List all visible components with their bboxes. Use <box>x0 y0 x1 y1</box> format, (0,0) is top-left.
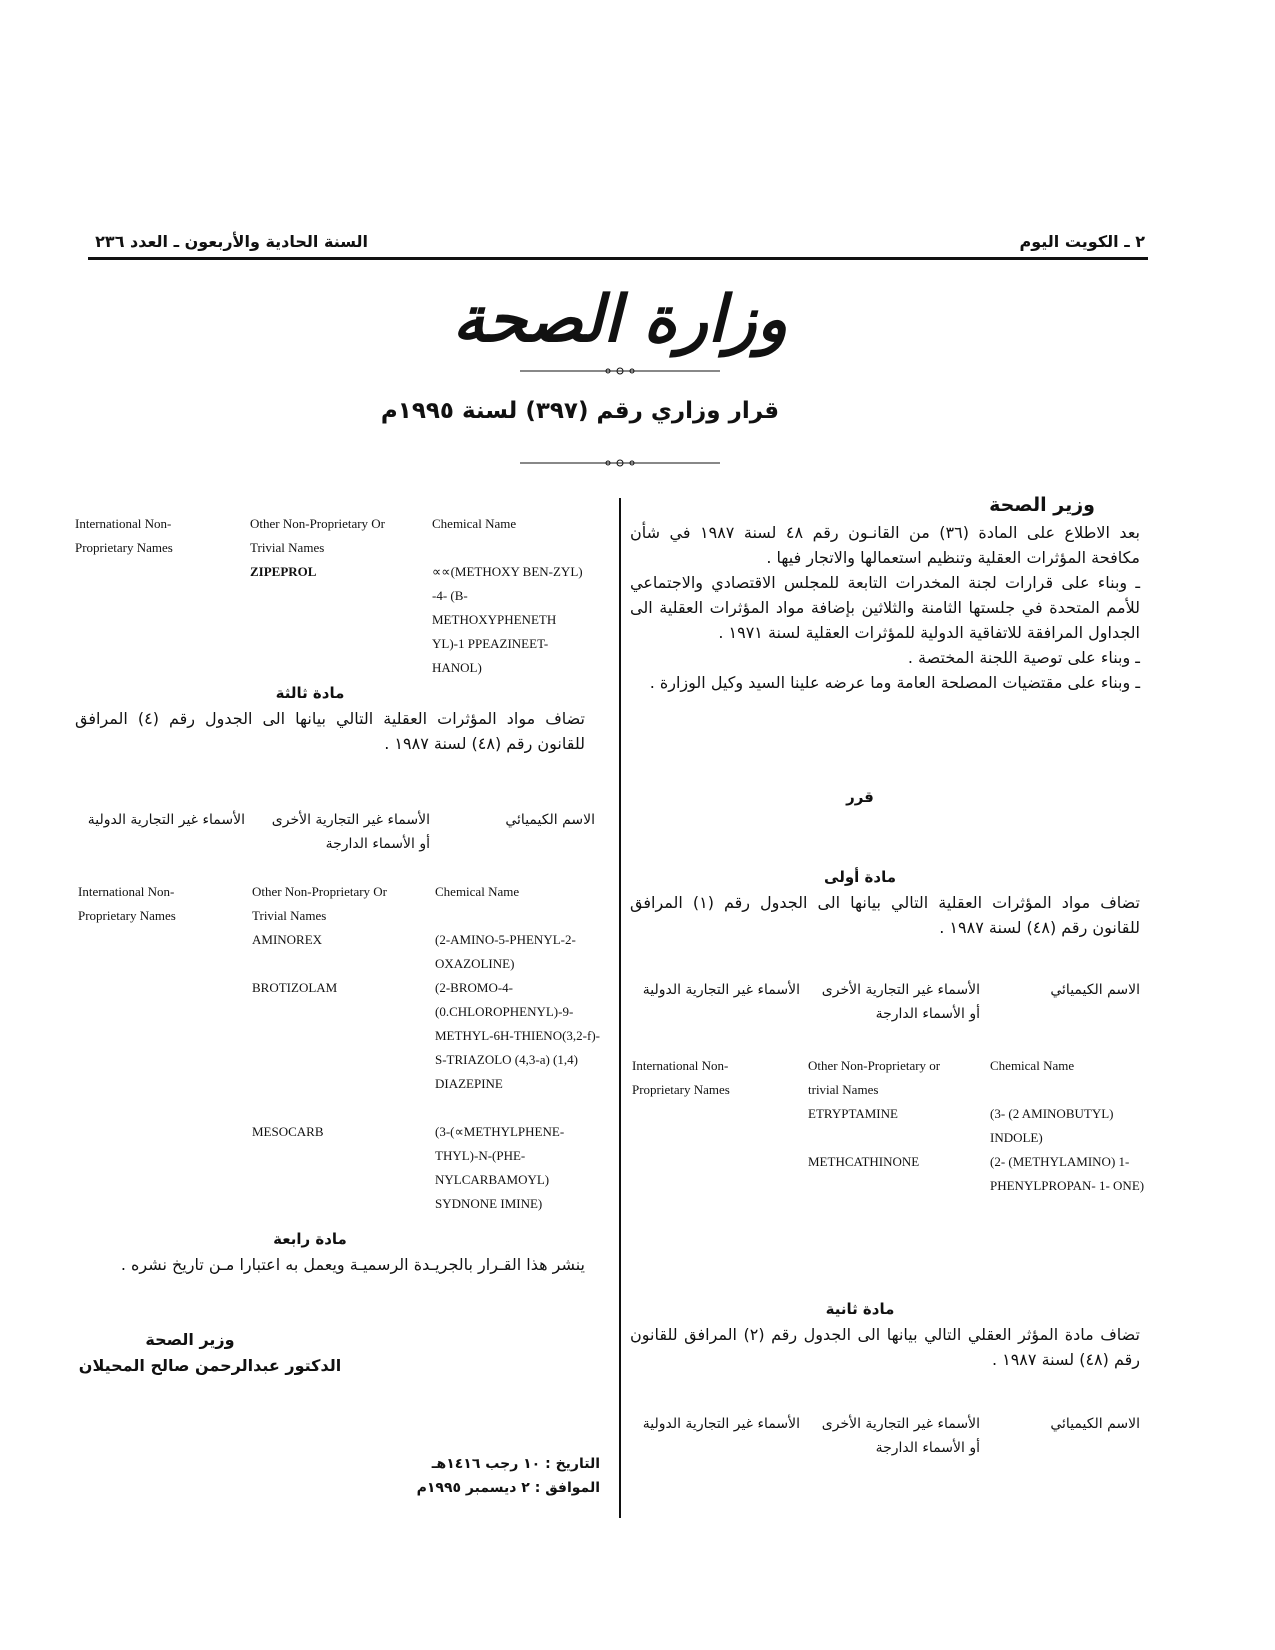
date-hijri: التاريخ : ١٠ رجب ١٤١٦هـ <box>431 1456 600 1472</box>
a1-head-en-other: Other Non-Proprietary or trivial Names <box>808 1058 941 1097</box>
a1-row1-other: ETRYPTAMINE <box>808 1106 898 1121</box>
t0-head-en-chem: Chemical Name <box>432 516 517 531</box>
a3-head-en-inn: International Non-Proprietary Names <box>78 884 176 923</box>
ministry-logo: وزارة الصحة <box>452 282 788 357</box>
preamble <box>630 520 1140 695</box>
preamble-para-3: ـ وبناء على توصية اللجنة المختصة . <box>907 648 1140 667</box>
t0-head-en-other: Other Non-Proprietary Or Trivial Names <box>250 516 386 555</box>
a2-head-ar-inn: الأسماء غير التجارية الدولية <box>642 1416 800 1432</box>
article4-text: ينشر هذا القـرار بالجريـدة الرسميـة ويعمل به اعتبارا مـن تاريخ نشره . <box>120 1255 585 1274</box>
a3-head-en-chem: Chemical Name <box>435 884 520 899</box>
a3-row3-other: MESOCARB <box>252 1124 324 1139</box>
decides-heading: قرر <box>846 788 874 806</box>
a2-head-ar-chem: الاسم الكيميائي <box>1050 1416 1140 1432</box>
a1-head-ar-chem: الاسم الكيميائي <box>1050 982 1140 998</box>
preamble-para-2: ـ وبناء على قرارات لجنة المخدرات التابعة للمجلس الاقتصادي والاجتماعي للأمم المتحدة في جلستها الثامنة والثلاثين بإضافة مواد المؤثرات العقلية الى الجداول المرافقة للاتفاقية الدولية للمؤثرات العقلية لسنة ١٩٧١ . <box>630 573 1140 642</box>
signature-title: وزير الصحة <box>145 1330 235 1349</box>
article1-heading: مادة أولى <box>824 868 896 886</box>
article2-text: تضاف مادة المؤثر العقلي التالي بيانها الى الجدول رقم (٢) المرافق للقانون رقم (٤٨) لسنة ١٩٨٧ . <box>630 1325 1141 1369</box>
a1-head-ar-other: الأسماء غير التجارية الأخرى أو الأسماء الدارجة <box>821 982 980 1022</box>
signature-name: الدكتور عبدالرحمن صالح المحيلان <box>78 1356 342 1375</box>
ornament-divider <box>520 366 720 376</box>
a3-row2-other: BROTIZOLAM <box>252 980 338 995</box>
t0-head-en-inn: International Non-Proprietary Names <box>75 516 173 555</box>
a3-row1-other: AMINOREX <box>252 932 323 947</box>
t0-row1-chem: ∝∝(METHOXY BEN-ZYL) -4- (B-METHOXYPHENETH YL)-1 PPEAZINEET-HANOL) <box>432 564 583 675</box>
preamble-para-1: بعد الاطلاع على المادة (٣٦) من القانـون رقم ٤٨ لسنة ١٩٨٧ في شأن مكافحة المؤثرات العقلية وتنظيم استعمالها والاتجار فيها . <box>630 523 1140 567</box>
article1-text: تضاف مواد المؤثرات العقلية التالي بيانها الى الجدول رقم (١) المرافق للقانون رقم (٤٨) لسنة ١٩٨٧ . <box>630 893 1140 937</box>
a3-row1-chem: (2-AMINO-5-PHENYL-2-OXAZOLINE) <box>435 932 576 971</box>
article4-heading: مادة رابعة <box>273 1230 347 1248</box>
a3-head-en-other: Other Non-Proprietary Or Trivial Names <box>252 884 388 923</box>
a3-row3-chem: (3-(∝METHYLPHENE-THYL)-N-(PHE-NYLCARBAMOYL) SYDNONE IMINE) <box>435 1124 565 1211</box>
header-left: السنة الحادية والأربعون ـ العدد ٢٣٦ <box>95 232 368 251</box>
article3-heading: مادة ثالثة <box>275 684 345 702</box>
a1-row1-chem: (3- (2 AMINOBUTYL) INDOLE) <box>990 1106 1114 1145</box>
t0-row1-other: ZIPEPROL <box>250 564 317 579</box>
article3-text: تضاف مواد المؤثرات العقلية التالي بيانها الى الجدول رقم (٤) المرافق للقانون رقم (٤٨) لسنة ١٩٨٧ . <box>75 709 585 753</box>
a3-head-ar-other: الأسماء غير التجارية الأخرى أو الأسماء الدارجة <box>271 812 430 852</box>
header-rule <box>88 257 1148 260</box>
column-divider <box>619 498 621 1518</box>
a1-row2-other: METHCATHINONE <box>808 1154 920 1169</box>
a1-head-en-inn: International Non-Proprietary Names <box>632 1058 730 1097</box>
a3-row2-chem: (2-BROMO-4-(0.CHLOROPHENYL)-9-METHYL-6H-THIENO(3,2-f)-S-TRIAZOLO (4,3-a) (1,4) DIAZEPINE <box>435 980 600 1091</box>
a2-head-ar-other: الأسماء غير التجارية الأخرى أو الأسماء الدارجة <box>821 1416 980 1456</box>
date-gregorian: الموافق : ٢ ديسمبر ١٩٩٥م <box>416 1480 600 1496</box>
article2-heading: مادة ثانية <box>825 1300 895 1318</box>
minister-heading: وزير الصحة <box>989 494 1095 516</box>
a3-head-ar-chem: الاسم الكيميائي <box>505 812 595 828</box>
decree-title: قرار وزاري رقم (٣٩٧) لسنة ١٩٩٥م <box>380 398 780 424</box>
a3-head-ar-inn: الأسماء غير التجارية الدولية <box>87 812 245 828</box>
header-right: ٢ ـ الكويت اليوم <box>1019 232 1145 251</box>
a1-row2-chem: (2- (METHYLAMINO) 1- PHENYLPROPAN- 1- ONE) <box>990 1154 1145 1193</box>
a1-head-ar-inn: الأسماء غير التجارية الدولية <box>642 982 800 998</box>
ornament-divider-2 <box>520 458 720 468</box>
preamble-para-4: ـ وبناء على مقتضيات المصلحة العامة وما عرضه علينا السيد وكيل الوزارة . <box>649 673 1140 692</box>
a1-head-en-chem: Chemical Name <box>990 1058 1075 1073</box>
